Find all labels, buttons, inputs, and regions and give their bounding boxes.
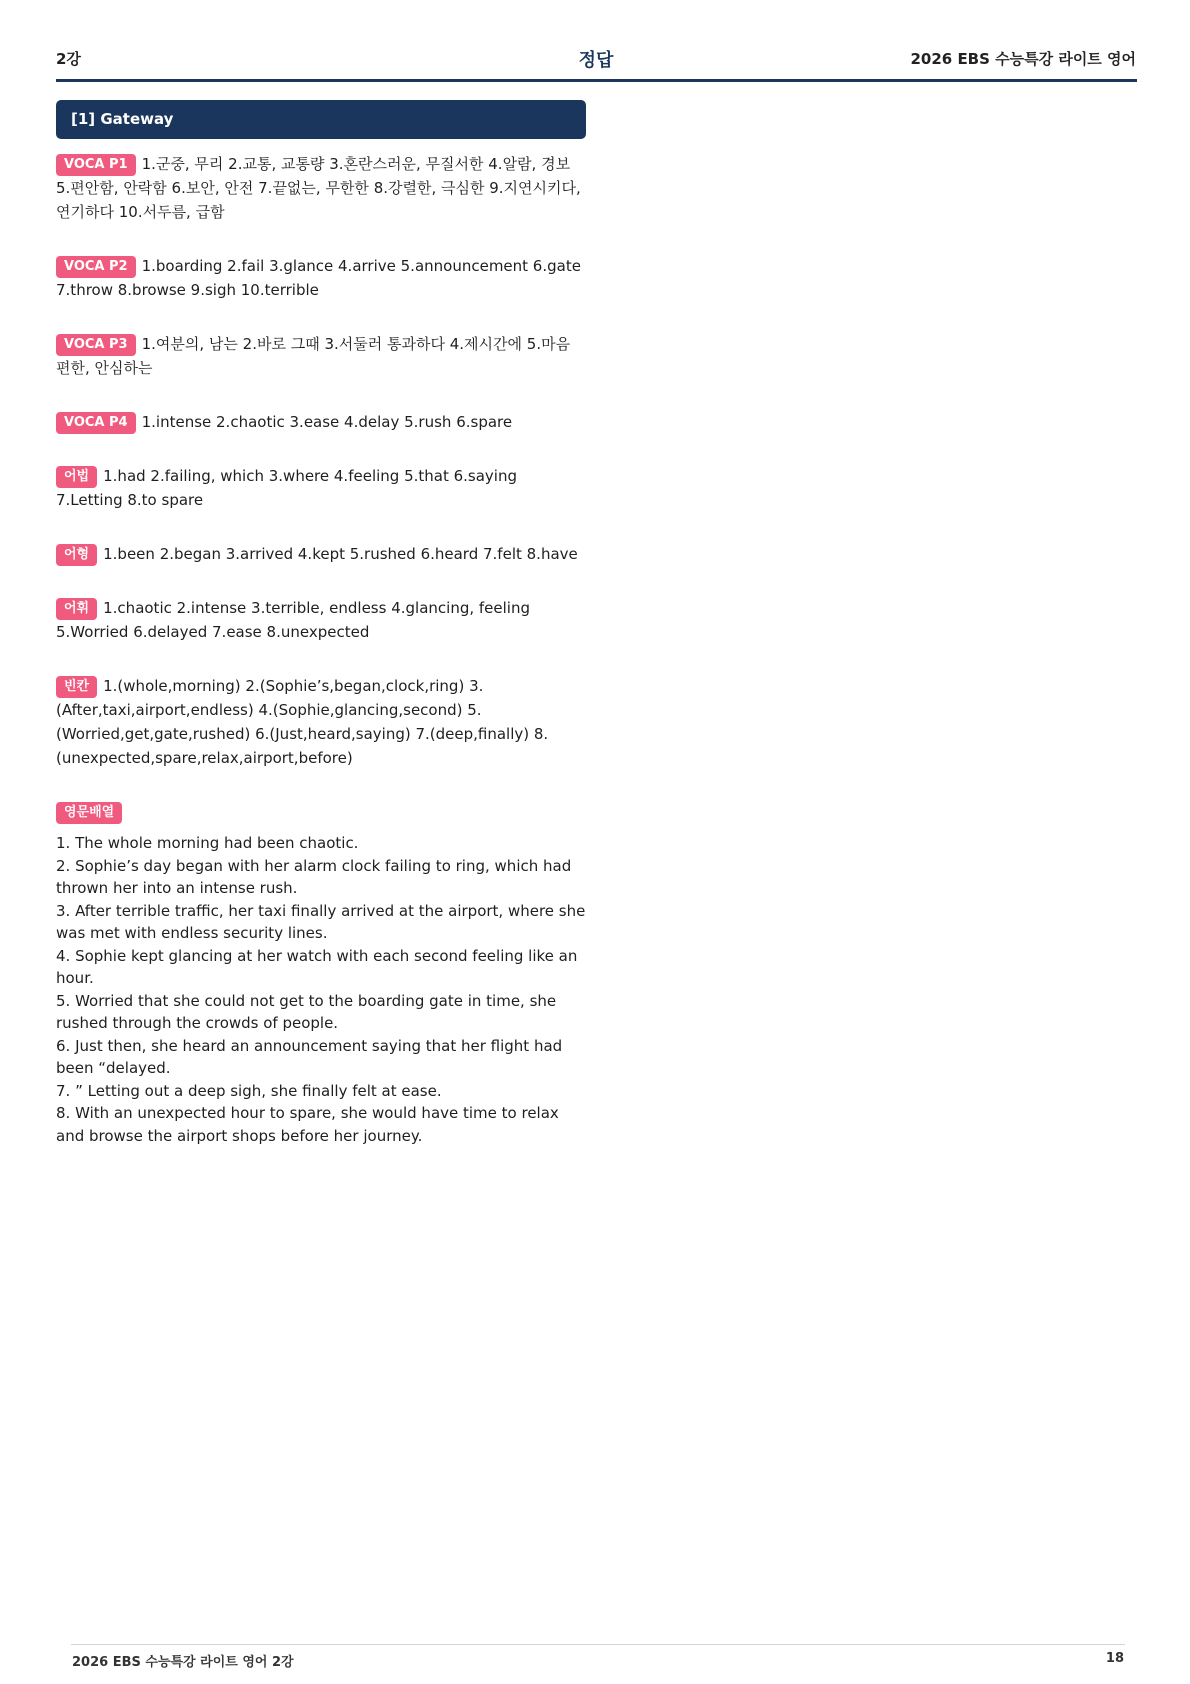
- answer-badge: 어휘: [56, 598, 97, 620]
- answer-entry-voca-p4: [56, 410, 588, 434]
- sentence-item: 5. Worried that she could not get to the boarding gate in time, she rushed through the crowds of people.: [56, 991, 557, 1032]
- answer-text: 1.chaotic 2.intense 3.terrible, endless 4.glancing, feeling 5.Worried 6.delayed 7.ease 8.unexpected: [56, 599, 530, 641]
- answer-entry-word-form: [56, 542, 588, 566]
- answer-badge: 빈칸: [56, 676, 97, 698]
- footer-divider: [71, 1644, 1125, 1645]
- answer-text: 1.boarding 2.fail 3.glance 4.arrive 5.announcement 6.gate 7.throw 8.browse 9.sigh 10.terrible: [56, 257, 581, 299]
- answer-entry-voca-p3: [56, 332, 588, 380]
- answer-badge: VOCA P4: [56, 412, 136, 434]
- answer-entry-arrangement: [56, 800, 588, 1147]
- answer-text: 1.(whole,morning) 2.(Sophie’s,began,clock,ring) 3.(After,taxi,airport,endless) 4.(Sophie,glancing,second) 5.(Worried,get,gate,rushed) 6.(Just,heard,saying) 7.(deep,finally) 8.(unexpected,spare,relax,airport,before): [56, 677, 549, 767]
- answer-text: 1.been 2.began 3.arrived 4.kept 5.rushed 6.heard 7.felt 8.have: [103, 545, 578, 563]
- sentence-list: [56, 832, 588, 1147]
- answer-entry-voca-p2: [56, 254, 588, 302]
- sentence-item: 6. Just then, she heard an announcement saying that her flight had been “delayed.: [56, 1036, 563, 1077]
- answer-badge: 어법: [56, 466, 97, 488]
- answer-badge: VOCA P2: [56, 256, 136, 278]
- sentence-item: 7. ” Letting out a deep sigh, she finally felt at ease.: [56, 1081, 442, 1100]
- footer-book-lesson: 2026 EBS 수능특강 라이트 영어 2강: [72, 1655, 294, 1670]
- sentence-item: 1. The whole morning had been chaotic.: [56, 834, 359, 852]
- section-title: [1] Gateway: [56, 100, 586, 139]
- book-title: 2026 EBS 수능특강 라이트 영어: [910, 50, 1136, 68]
- answer-text: 1.군중, 무리 2.교통, 교통량 3.혼란스러운, 무질서한 4.알람, 경보 5.편안함, 안락함 6.보안, 안전 7.끝없는, 무한한 8.강렬한, 극심한 9.지연시키다, 연기하다 10.서두름, 급함: [56, 155, 581, 221]
- answer-badge: VOCA P3: [56, 334, 136, 356]
- sentence-item: 2. Sophie’s day began with her alarm clock failing to ring, which had thrown her into an intense rush.: [56, 856, 572, 897]
- answer-badge: VOCA P1: [56, 154, 136, 176]
- lesson-label: 2강: [56, 50, 81, 68]
- answer-entry-vocabulary: [56, 596, 588, 644]
- answer-entry-grammar: [56, 464, 588, 512]
- page-title: 정답: [578, 50, 614, 71]
- page-number: 18: [1105, 1651, 1124, 1666]
- answer-badge: 어형: [56, 544, 97, 566]
- answer-content: [56, 152, 588, 1177]
- answer-text: 1.had 2.failing, which 3.where 4.feeling 5.that 6.saying 7.Letting 8.to spare: [56, 467, 518, 509]
- answer-text: 1.여분의, 남는 2.바로 그때 3.서둘러 통과하다 4.제시간에 5.마음 편한, 안심하는: [56, 335, 571, 377]
- answer-entry-blank: [56, 674, 588, 770]
- header-divider: [56, 79, 1137, 82]
- answer-entry-voca-p1: [56, 152, 588, 224]
- page-header: [56, 44, 1136, 80]
- sentence-item: 3. After terrible traffic, her taxi finally arrived at the airport, where she was met with endless security lines.: [56, 901, 586, 942]
- sentence-item: 4. Sophie kept glancing at her watch with each second feeling like an hour.: [56, 946, 578, 987]
- answer-badge: 영문배열: [56, 802, 122, 824]
- sentence-item: 8. With an unexpected hour to spare, she would have time to relax and browse the airport shops before her journey.: [56, 1104, 559, 1145]
- answer-text: 1.intense 2.chaotic 3.ease 4.delay 5.rush 6.spare: [141, 413, 513, 431]
